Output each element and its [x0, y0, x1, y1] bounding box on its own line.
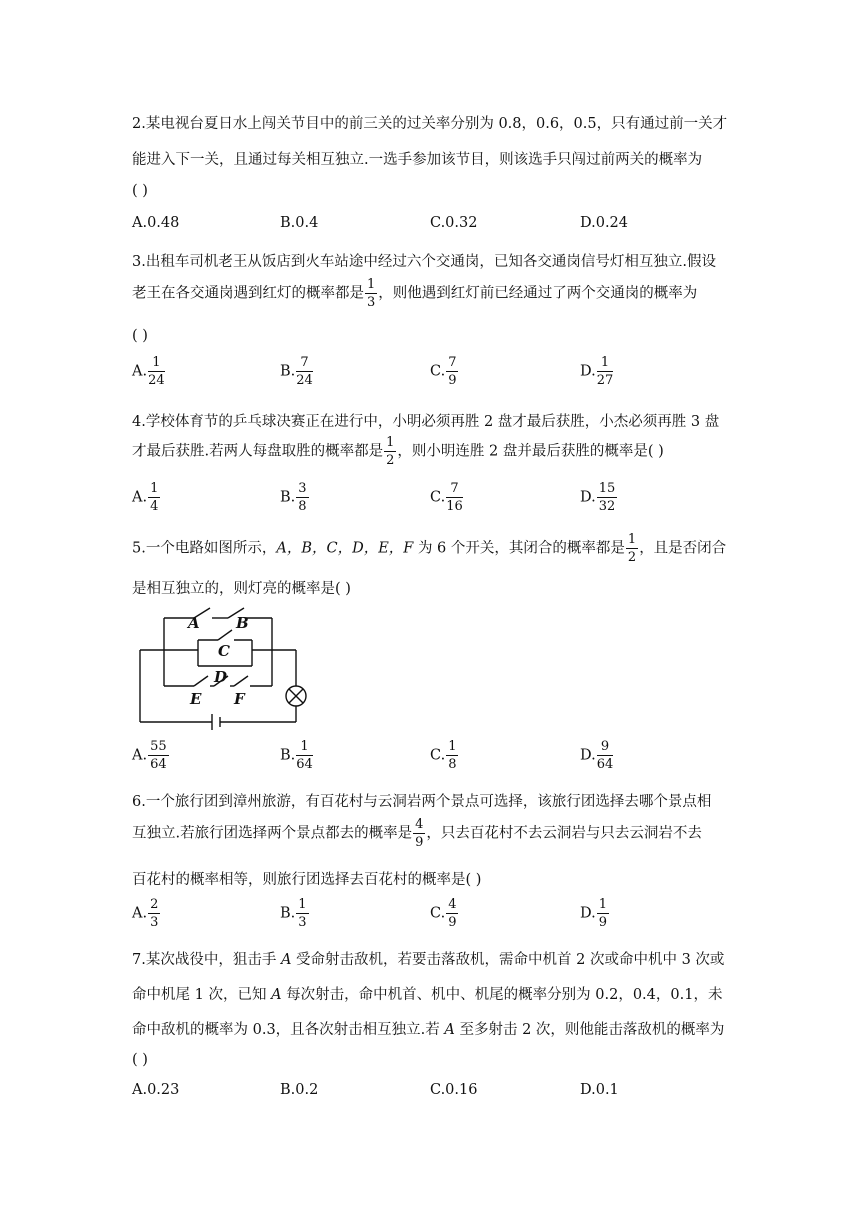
q5-line-1-mid: 为 6 个开关，其闭合的概率都是: [413, 540, 625, 557]
q3-option-b[interactable]: B. $\frac{7}{24}$: [280, 355, 313, 388]
q5-options: [132, 740, 732, 780]
q7-option-d[interactable]: D.0.1: [580, 1082, 619, 1098]
q6-option-c[interactable]: C. $\frac{4}{9}$: [430, 897, 457, 930]
q3-option-d[interactable]: D. $\frac{1}{27}$: [580, 355, 614, 388]
q7-shooter-a: A: [280, 952, 292, 968]
q2-line-2: 能进入下一关，且通过每关相互独立.一选手参加该节目，则该选手只闯过前两关的概率为: [132, 152, 703, 168]
switch-label-b: B: [236, 614, 249, 632]
q2-answer-paren: ( ): [132, 183, 148, 199]
q3-line-2-pre: 老王在各交通岗遇到红灯的概率都是: [132, 285, 364, 302]
q4-option-b[interactable]: B. $\frac{3}{8}$: [280, 481, 307, 514]
switch-label-d: D: [214, 668, 228, 686]
q2-option-b[interactable]: B.0.4: [280, 215, 319, 231]
q2-option-d[interactable]: D.0.24: [580, 215, 629, 231]
switch-label-f: F: [234, 690, 245, 708]
q7-line-1: 7.某次战役中，狙击手 A 受命射击敌机，若要击落敌机，需命中机首 2 次或命中机中 3 次或: [132, 952, 725, 968]
q4-line-2-post: ，则小明连胜 2 盘并最后获胜的概率是( ): [397, 443, 664, 460]
q7-option-a[interactable]: A.0.23: [132, 1082, 180, 1098]
q6-line-2-post: ，只去百花村不去云洞岩与只去云洞岩不去: [426, 825, 702, 842]
switch-label-e: E: [190, 690, 202, 708]
q7-shooter-a: A: [271, 987, 282, 1003]
q6-option-a[interactable]: A. $\frac{2}{3}$: [132, 897, 159, 930]
q3-line-1: 3.出租车司机老王从饭店到火车站途中经过六个交通岗，已知各交通岗信号灯相互独立.假设: [132, 254, 716, 270]
q4-option-d[interactable]: D. $\frac{15}{32}$: [580, 481, 616, 514]
q5-option-a[interactable]: A. $\frac{55}{64}$: [132, 739, 167, 772]
q7-line-2: 命中机尾 1 次，已知 A 每次射击，命中机首、机中、机尾的概率分别为 0.2，0.4，0.1，未: [132, 987, 723, 1003]
q6-line-2: [132, 818, 702, 849]
q7-answer-paren: ( ): [132, 1052, 148, 1068]
q4-fraction: $\frac{1}{2}$: [386, 435, 395, 468]
switch-label-a: A: [188, 614, 200, 632]
q7-option-c[interactable]: C.0.16: [430, 1082, 478, 1098]
q2-line-1: 2.某电视台夏日水上闯关节目中的前三关的过关率分别为 0.8，0.6，0.5，只有通过前一关才: [132, 116, 728, 132]
q5-line-2: 是相互独立的，则灯亮的概率是( ): [132, 581, 351, 597]
q5-switch-names: A，B，C，D，E，F: [276, 540, 414, 557]
q3-option-c[interactable]: C. $\frac{7}{9}$: [430, 355, 457, 388]
q3-fraction: $\frac{1}{3}$: [367, 277, 376, 310]
q6-option-d[interactable]: D. $\frac{1}{9}$: [580, 897, 607, 930]
q5-option-c[interactable]: C. $\frac{1}{8}$: [430, 739, 457, 772]
q7-option-b[interactable]: B.0.2: [280, 1082, 319, 1098]
q5-line-1: [132, 533, 726, 564]
q4-options: [132, 482, 732, 522]
circuit-diagram: [132, 600, 312, 732]
q6-option-b[interactable]: B. $\frac{1}{3}$: [280, 897, 307, 930]
q3-option-a[interactable]: A. $\frac{1}{24}$: [132, 355, 165, 388]
switch-label-c: C: [218, 642, 230, 660]
q5-fraction: $\frac{1}{2}$: [627, 532, 637, 565]
q2-options: [132, 215, 732, 255]
q3-options: [132, 356, 732, 396]
q3-answer-paren: ( ): [132, 328, 148, 344]
q7-shooter-a: A: [444, 1022, 455, 1038]
q5-line-1-post: ，且是否闭合: [639, 540, 727, 557]
q3-line-2: [132, 278, 697, 309]
q6-fraction: $\frac{4}{9}$: [415, 817, 424, 850]
q5-option-d[interactable]: D. $\frac{9}{64}$: [580, 739, 614, 772]
q4-line-2: [132, 436, 664, 467]
q5-option-b[interactable]: B. $\frac{1}{64}$: [280, 739, 313, 772]
q6-options: [132, 898, 732, 938]
q3-line-2-post: ，则他遇到红灯前已经通过了两个交通岗的概率为: [378, 285, 698, 302]
q4-option-c[interactable]: C. $\frac{7}{16}$: [430, 481, 463, 514]
q7-line-3: 命中敌机的概率为 0.3，且各次射击相互独立.若 A 至多射击 2 次，则他能击落敌机的概率为: [132, 1022, 725, 1038]
q7-options: [132, 1082, 732, 1122]
q2-option-a[interactable]: A.0.48: [132, 215, 180, 231]
q4-option-a[interactable]: A. $\frac{1}{4}$: [132, 481, 159, 514]
q5-line-1-pre: 5.一个电路如图所示，: [132, 540, 277, 557]
q4-line-1: 4.学校体育节的乒乓球决赛正在进行中，小明必须再胜 2 盘才最后获胜，小杰必须再胜 3 盘: [132, 414, 720, 430]
q4-line-2-pre: 才最后获胜.若两人每盘取胜的概率都是: [132, 443, 384, 460]
q2-option-c[interactable]: C.0.32: [430, 215, 478, 231]
q6-line-2-pre: 互独立.若旅行团选择两个景点都去的概率是: [132, 825, 413, 842]
q6-line-1: 6.一个旅行团到漳州旅游，有百花村与云洞岩两个景点可选择，该旅行团选择去哪个景点相: [132, 794, 712, 810]
q6-line-3: 百花村的概率相等，则旅行团选择去百花村的概率是( ): [132, 872, 482, 888]
